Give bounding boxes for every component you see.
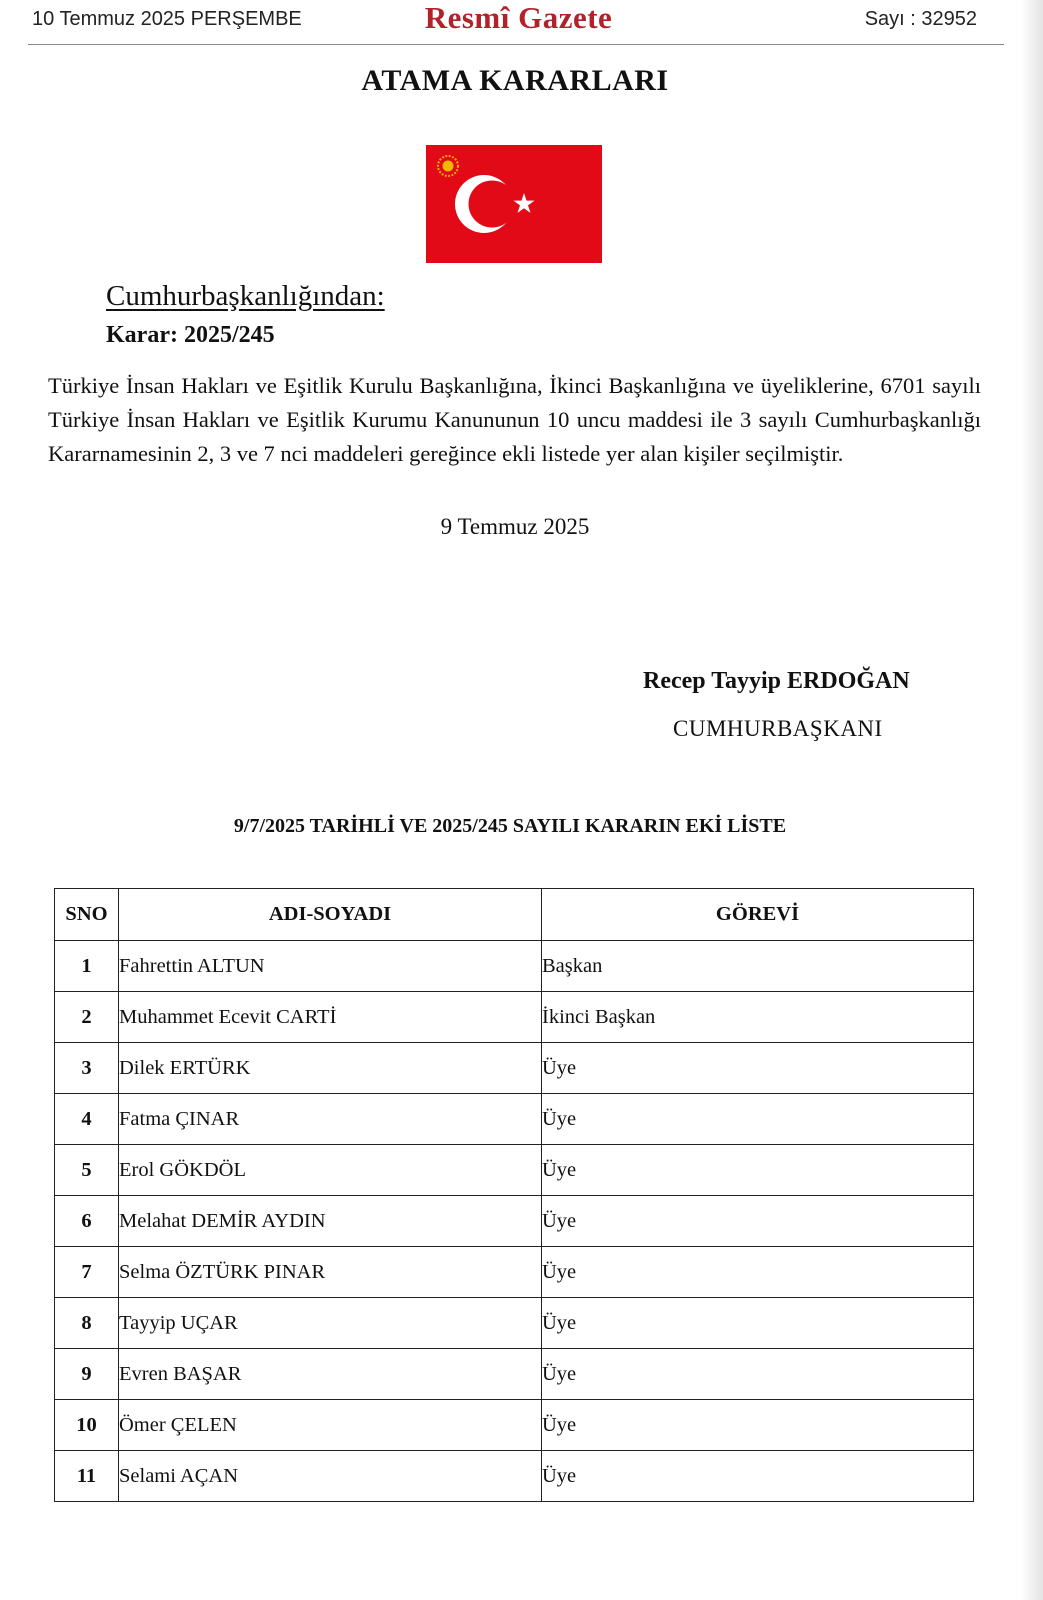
row-role: Üye bbox=[542, 1196, 974, 1247]
row-name: Selma ÖZTÜRK PINAR bbox=[119, 1247, 542, 1298]
page-edge-shadow bbox=[1021, 0, 1043, 1600]
row-sno: 1 bbox=[55, 941, 119, 992]
presidential-flag-image bbox=[426, 145, 602, 263]
annex-list-title: 9/7/2025 TARİHLİ VE 2025/245 SAYILI KARARIN EKİ LİSTE bbox=[233, 815, 787, 837]
row-name: Selami AÇAN bbox=[119, 1451, 542, 1502]
gazette-issue-number: Sayı : 32952 bbox=[864, 8, 977, 30]
row-role: Üye bbox=[542, 1094, 974, 1145]
table-row bbox=[55, 1094, 974, 1145]
row-name: Ömer ÇELEN bbox=[119, 1400, 542, 1451]
table-row bbox=[55, 941, 974, 992]
table-row bbox=[55, 1451, 974, 1502]
row-role: Üye bbox=[542, 1451, 974, 1502]
row-name: Fahrettin ALTUN bbox=[119, 941, 542, 992]
table-row bbox=[55, 992, 974, 1043]
column-header-role: GÖREVİ bbox=[542, 889, 974, 941]
row-name: Tayyip UÇAR bbox=[119, 1298, 542, 1349]
row-role: İkinci Başkan bbox=[542, 992, 974, 1043]
row-name: Erol GÖKDÖL bbox=[119, 1145, 542, 1196]
masthead-text: Resmî Gazete bbox=[424, 0, 613, 35]
row-sno: 11 bbox=[55, 1451, 119, 1502]
row-name: Melahat DEMİR AYDIN bbox=[119, 1196, 542, 1247]
table-header-row bbox=[55, 889, 974, 941]
table-row bbox=[55, 1298, 974, 1349]
row-role: Üye bbox=[542, 1400, 974, 1451]
row-sno: 3 bbox=[55, 1043, 119, 1094]
column-header-name: ADI-SOYADI bbox=[119, 889, 542, 941]
appointment-table bbox=[54, 888, 974, 1502]
signatory-title: CUMHURBAŞKANI bbox=[673, 716, 883, 741]
row-sno: 6 bbox=[55, 1196, 119, 1247]
row-sno: 10 bbox=[55, 1400, 119, 1451]
decision-date: 9 Temmuz 2025 bbox=[440, 514, 590, 539]
column-header-sno: SNO bbox=[55, 889, 119, 941]
row-role: Başkan bbox=[542, 941, 974, 992]
table-row bbox=[55, 1349, 974, 1400]
decision-number: Karar: 2025/245 bbox=[106, 322, 275, 348]
document-title: ATAMA KARARLARI bbox=[361, 64, 669, 97]
row-sno: 7 bbox=[55, 1247, 119, 1298]
row-sno: 9 bbox=[55, 1349, 119, 1400]
gazette-date: 10 Temmuz 2025 PERŞEMBE bbox=[32, 8, 302, 30]
table-row bbox=[55, 1400, 974, 1451]
issuing-authority: Cumhurbaşkanlığından: bbox=[106, 280, 385, 312]
row-role: Üye bbox=[542, 1349, 974, 1400]
table-row bbox=[55, 1196, 974, 1247]
decision-body-text: Türkiye İnsan Hakları ve Eşitlik Kurulu Başkanlığına, İkinci Başkanlığına ve üyeliklerine, 6701 sayılı Türkiye İnsan Hakları ve Eşitlik Kurumu Kanununun 10 uncu maddesi ile 3 sayılı Cumhurbaşkanlığı Kararnamesinin 2, 3 ve 7 nci maddeleri gereğince ekli listede yer alan kişiler seçilmiştir. bbox=[48, 373, 981, 466]
row-sno: 4 bbox=[55, 1094, 119, 1145]
table-row bbox=[55, 1247, 974, 1298]
row-sno: 2 bbox=[55, 992, 119, 1043]
signatory-name: Recep Tayyip ERDOĞAN bbox=[643, 668, 910, 694]
header-divider bbox=[28, 44, 1004, 45]
row-sno: 5 bbox=[55, 1145, 119, 1196]
row-role: Üye bbox=[542, 1298, 974, 1349]
row-sno: 8 bbox=[55, 1298, 119, 1349]
row-role: Üye bbox=[542, 1043, 974, 1094]
table-row bbox=[55, 1145, 974, 1196]
row-name: Muhammet Ecevit CARTİ bbox=[119, 992, 542, 1043]
table-row bbox=[55, 1043, 974, 1094]
row-name: Fatma ÇINAR bbox=[119, 1094, 542, 1145]
row-name: Evren BAŞAR bbox=[119, 1349, 542, 1400]
row-role: Üye bbox=[542, 1145, 974, 1196]
row-role: Üye bbox=[542, 1247, 974, 1298]
row-name: Dilek ERTÜRK bbox=[119, 1043, 542, 1094]
